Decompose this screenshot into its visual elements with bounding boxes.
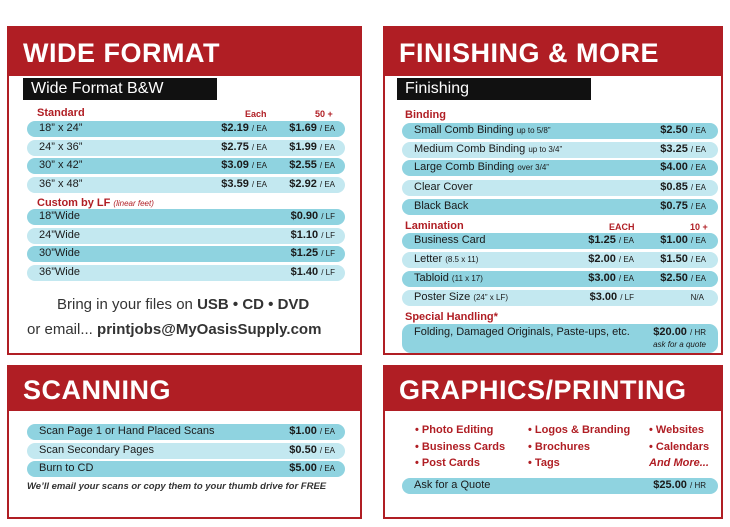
binding-row bbox=[402, 142, 718, 158]
size-label: 18”Wide bbox=[39, 210, 80, 222]
standard-label: Standard bbox=[37, 107, 85, 119]
unit: / LF bbox=[321, 212, 335, 221]
item-name: Scan Secondary Pages bbox=[39, 444, 154, 456]
finishing-title: FINISHING & MORE bbox=[399, 38, 660, 68]
service-item: • Photo Editing bbox=[415, 424, 494, 436]
item-name: Medium Comb Binding bbox=[414, 143, 526, 155]
scanning-panel bbox=[7, 365, 362, 519]
unit: / LF bbox=[321, 231, 335, 240]
service-item: • Post Cards bbox=[415, 457, 480, 469]
lf-price: $1.25 bbox=[290, 247, 319, 259]
service-label: Tags bbox=[534, 457, 560, 469]
size-label: 30”Wide bbox=[39, 247, 80, 259]
lamination-label: Lamination bbox=[405, 220, 464, 232]
bulk-price: $1.69 bbox=[289, 122, 317, 134]
item-price: $0.75 bbox=[660, 200, 688, 212]
graphics-header bbox=[385, 367, 721, 411]
item-price: $3.25 bbox=[660, 143, 688, 155]
unit: / EA bbox=[251, 124, 267, 133]
scan-row bbox=[27, 424, 345, 440]
item-detail: (8.5 x 11) bbox=[445, 255, 479, 264]
item-name: Poster Size bbox=[414, 291, 471, 303]
service-item: • Calendars bbox=[649, 440, 710, 453]
files-line: Bring in your files on bbox=[57, 296, 198, 313]
unit: / EA bbox=[618, 274, 634, 283]
service-item: • Business Cards bbox=[415, 440, 506, 453]
binding-row bbox=[402, 123, 718, 139]
col-10-header: 10 + bbox=[690, 222, 708, 232]
unit: / EA bbox=[690, 183, 706, 192]
item-detail: up to 3/4” bbox=[528, 145, 563, 154]
service-label: Brochures bbox=[534, 440, 590, 453]
item-price: $0.85 bbox=[660, 181, 688, 193]
graphics-col-2 bbox=[528, 424, 630, 474]
binding-row bbox=[402, 199, 718, 215]
each-price: $2.00 bbox=[588, 253, 616, 265]
size-label: 36” x 48” bbox=[39, 178, 83, 190]
special-row bbox=[402, 324, 718, 353]
unit: / EA bbox=[319, 143, 335, 152]
scan-row bbox=[27, 443, 345, 459]
unit: / EA bbox=[690, 274, 706, 283]
lf-note: (linear feet) bbox=[113, 199, 154, 208]
bulk-price: $1.99 bbox=[289, 141, 317, 153]
item-name: Scan Page 1 or Hand Placed Scans bbox=[39, 425, 215, 437]
lamination-row bbox=[402, 290, 718, 306]
item-name: Black Back bbox=[414, 200, 469, 212]
unit: / EA bbox=[251, 161, 267, 170]
service-item: • Logos & Branding bbox=[528, 424, 631, 436]
finishing-subtitle: Finishing bbox=[397, 78, 591, 100]
size-label: 36”Wide bbox=[39, 266, 80, 278]
unit: / EA bbox=[251, 143, 267, 152]
finishing-header bbox=[385, 28, 721, 76]
unit: / LF bbox=[321, 268, 335, 277]
unit: / EA bbox=[690, 163, 706, 172]
each-price: $3.09 bbox=[221, 159, 249, 171]
special-note: ask for a quote bbox=[653, 340, 706, 349]
item-price: $25.00 bbox=[653, 479, 687, 491]
item-name: Business Card bbox=[414, 234, 486, 246]
service-item: • Tags bbox=[528, 457, 560, 469]
size-label: 30” x 42” bbox=[39, 159, 83, 171]
binding-label: Binding bbox=[405, 109, 446, 121]
scanning-title: SCANNING bbox=[23, 375, 172, 405]
item-price: $4.00 bbox=[660, 161, 688, 173]
quote-row bbox=[402, 478, 718, 494]
item-detail: (24” x LF) bbox=[473, 293, 508, 302]
lf-label bbox=[37, 197, 154, 209]
service-label: Websites bbox=[655, 424, 705, 436]
item-name: Clear Cover bbox=[414, 181, 473, 193]
wide-format-panel bbox=[7, 26, 362, 355]
lf-price: $0.90 bbox=[290, 210, 319, 222]
item-detail: (11 x 17) bbox=[451, 274, 483, 283]
graphics-col-3 bbox=[649, 424, 709, 474]
bulk-price: $2.55 bbox=[289, 159, 317, 171]
standard-row bbox=[27, 140, 345, 156]
standard-row bbox=[27, 158, 345, 174]
wide-format-title: WIDE FORMAT bbox=[23, 38, 220, 68]
files-media: USB • CD • DVD bbox=[197, 296, 310, 313]
item-name: Burn to CD bbox=[39, 462, 94, 474]
item-price: $5.00 bbox=[289, 462, 317, 474]
lf-row bbox=[27, 246, 345, 262]
lf-row bbox=[27, 209, 345, 225]
lf-price: $1.10 bbox=[290, 229, 319, 241]
bulk-price: $2.92 bbox=[289, 178, 317, 190]
each-price: $1.25 bbox=[588, 234, 616, 246]
unit: / HR bbox=[690, 481, 706, 490]
service-item bbox=[649, 457, 709, 474]
service-label: Business Cards bbox=[421, 440, 506, 453]
item-name: Ask for a Quote bbox=[414, 479, 491, 491]
service-item: • Websites bbox=[649, 424, 705, 436]
each-price: $3.00 bbox=[589, 291, 618, 303]
graphics-title: GRAPHICS/PRINTING bbox=[399, 375, 687, 405]
and-more-label: And More... bbox=[649, 457, 709, 469]
special-name: Folding, Damaged Originals, Paste-ups, etc. bbox=[414, 326, 630, 338]
special-price: $20.00 bbox=[653, 326, 687, 338]
binding-row bbox=[402, 180, 718, 196]
email-line: or email... bbox=[27, 321, 98, 338]
unit: / EA bbox=[319, 446, 335, 455]
lf-row bbox=[27, 228, 345, 244]
graphics-panel bbox=[383, 365, 723, 519]
each-price: $3.59 bbox=[221, 178, 249, 190]
lf-price: $1.40 bbox=[290, 266, 319, 278]
item-price: $1.00 bbox=[289, 425, 317, 437]
unit: / EA bbox=[319, 427, 335, 436]
bulk-price: $1.50 bbox=[660, 253, 688, 265]
unit: / LF bbox=[620, 293, 634, 302]
unit: / EA bbox=[319, 161, 335, 170]
size-label: 24” x 36” bbox=[39, 141, 83, 153]
service-label: Photo Editing bbox=[421, 424, 494, 436]
standard-row bbox=[27, 121, 345, 137]
lamination-row bbox=[402, 252, 718, 268]
unit: / EA bbox=[690, 145, 706, 154]
item-price: $2.50 bbox=[660, 124, 688, 136]
col-each-header: EACH bbox=[609, 222, 635, 232]
bulk-price: $1.00 bbox=[660, 234, 688, 246]
item-name: Letter bbox=[414, 253, 443, 265]
email-note bbox=[27, 321, 321, 338]
item-price: $0.50 bbox=[289, 444, 317, 456]
unit: / EA bbox=[319, 464, 335, 473]
unit: / EA bbox=[251, 180, 267, 189]
item-name: Large Comb Binding bbox=[414, 161, 515, 173]
lf-row bbox=[27, 265, 345, 281]
item-name: Tabloid bbox=[414, 272, 449, 284]
item-detail: up to 5/8” bbox=[516, 126, 551, 135]
files-note bbox=[57, 296, 309, 313]
col-50-header: 50 + bbox=[315, 109, 333, 119]
col-each-header: Each bbox=[245, 109, 267, 119]
lf-label-text: Custom by LF bbox=[37, 197, 111, 209]
scanning-footnote: We’ll email your scans or copy them to your thumb drive for FREE bbox=[27, 481, 327, 492]
bulk-price: N/A bbox=[690, 293, 704, 302]
binding-row bbox=[402, 160, 718, 176]
service-label: Post Cards bbox=[421, 457, 480, 469]
item-name: Small Comb Binding bbox=[414, 124, 514, 136]
unit: / EA bbox=[618, 236, 634, 245]
each-price: $3.00 bbox=[588, 272, 616, 284]
service-label: Logos & Branding bbox=[534, 424, 631, 436]
size-label: 24”Wide bbox=[39, 229, 80, 241]
graphics-col-1 bbox=[415, 424, 505, 474]
each-price: $2.19 bbox=[221, 122, 249, 134]
unit: / EA bbox=[690, 255, 706, 264]
unit: / EA bbox=[319, 124, 335, 133]
email-address: printjobs@MyOasisSupply.com bbox=[97, 321, 322, 338]
unit: / EA bbox=[690, 126, 706, 135]
wide-format-header bbox=[9, 28, 360, 76]
unit: / EA bbox=[690, 236, 706, 245]
wide-format-subtitle: Wide Format B&W bbox=[23, 78, 217, 100]
unit: / EA bbox=[690, 202, 706, 211]
finishing-panel bbox=[383, 26, 723, 355]
each-price: $2.75 bbox=[221, 141, 249, 153]
standard-row bbox=[27, 177, 345, 193]
unit: / LF bbox=[321, 249, 335, 258]
size-label: 18” x 24” bbox=[39, 122, 83, 134]
service-item: • Brochures bbox=[528, 440, 590, 453]
lamination-row bbox=[402, 271, 718, 287]
unit: / EA bbox=[319, 180, 335, 189]
bulk-price: $2.50 bbox=[660, 272, 688, 284]
special-label: Special Handling* bbox=[405, 311, 498, 323]
scanning-header bbox=[9, 367, 360, 411]
unit: / EA bbox=[618, 255, 634, 264]
scan-row bbox=[27, 461, 345, 477]
service-label: Calendars bbox=[655, 440, 710, 453]
lamination-row bbox=[402, 233, 718, 249]
item-detail: over 3/4” bbox=[517, 163, 549, 172]
unit: / HR bbox=[690, 328, 706, 337]
